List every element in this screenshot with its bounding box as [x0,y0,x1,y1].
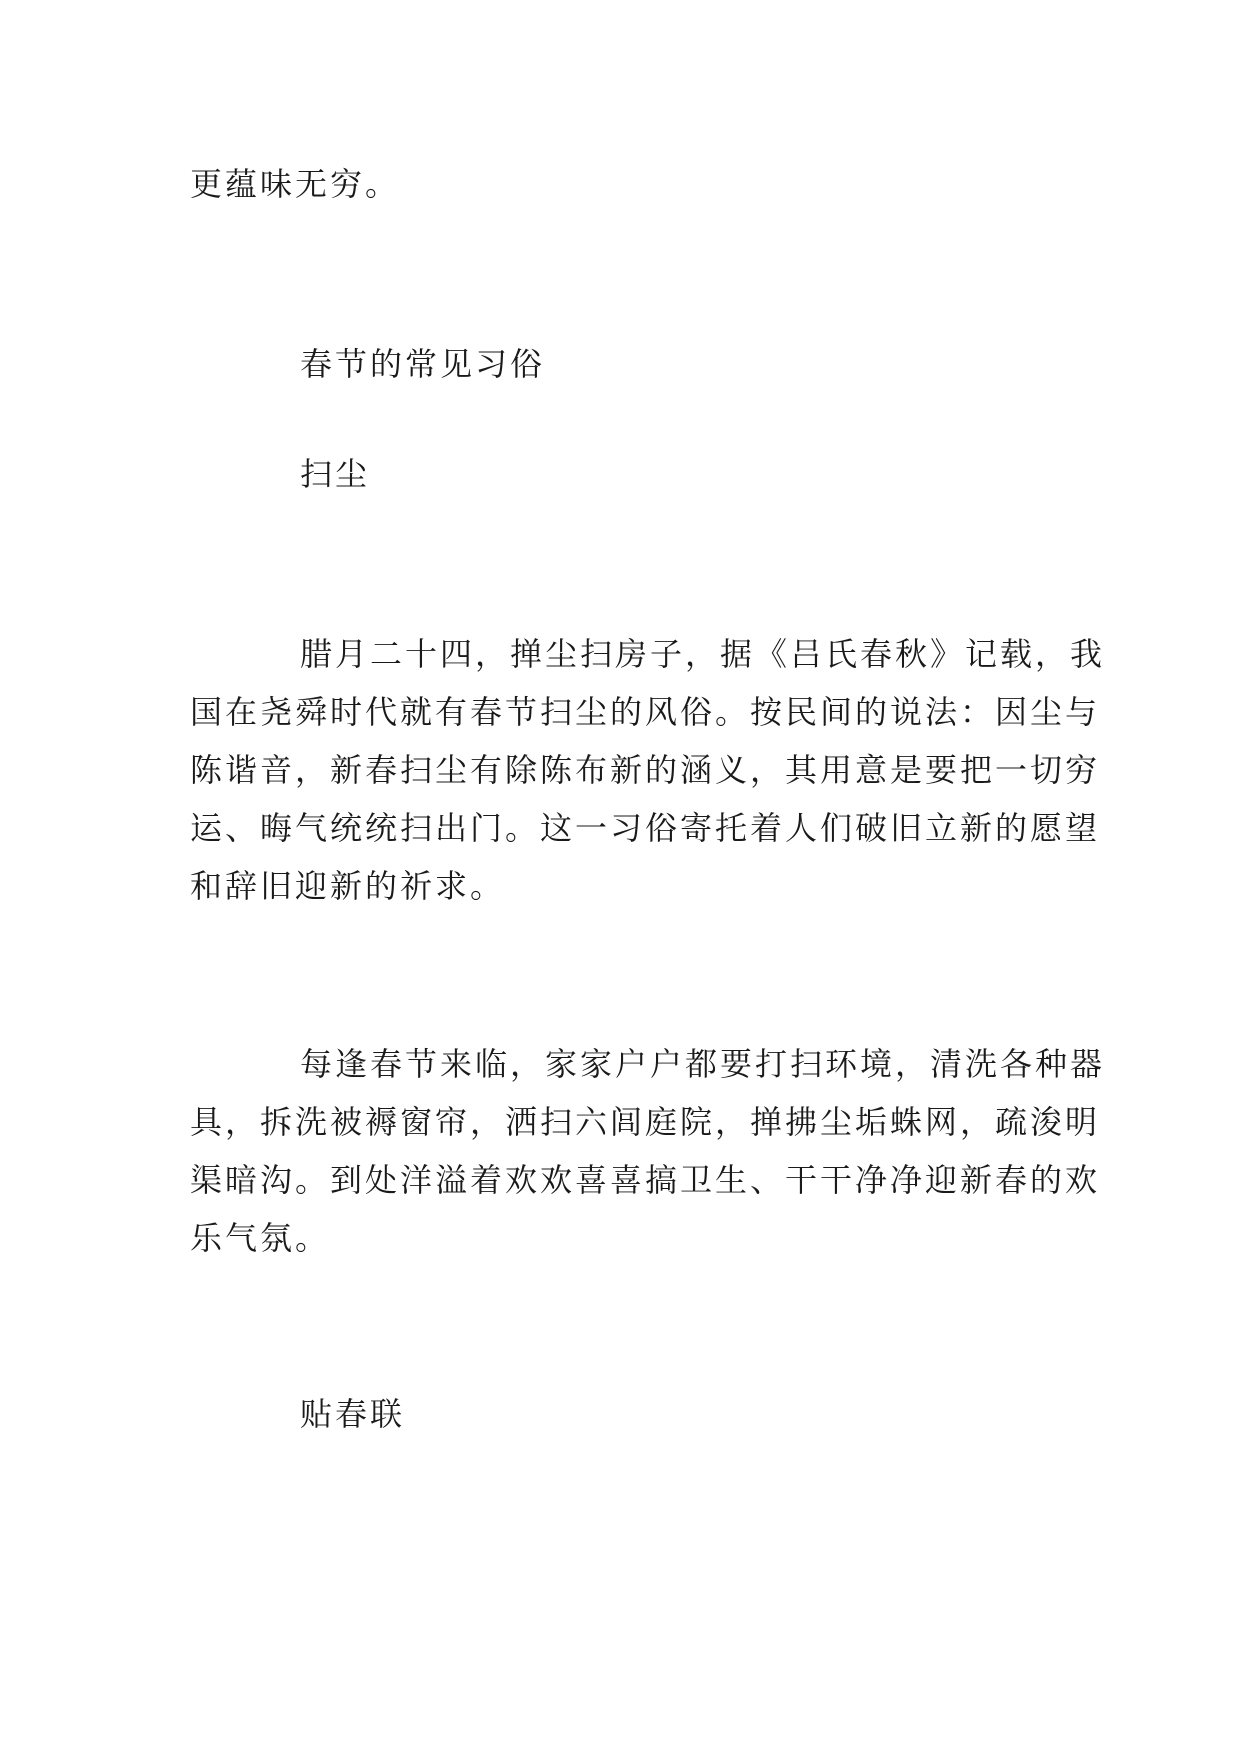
paragraph-line: 乐气氛。 [190,1219,331,1257]
paragraph-line: 每逢春节来临，家家户户都要打扫环境，清洗各种器 [300,1045,1106,1083]
subsection-heading: 贴春联 [300,1395,406,1433]
paragraph-line: 和辞旧迎新的祈求。 [190,867,506,905]
paragraph-line: 国在尧舜时代就有春节扫尘的风俗。按民间的说法：因尘与 [190,693,1101,731]
section-heading: 春节的常见习俗 [300,345,546,383]
paragraph-line: 运、晦气统统扫出门。这一习俗寄托着人们破旧立新的愿望 [190,809,1101,847]
subsection-heading: 扫尘 [300,455,371,493]
paragraph-continuation: 更蕴味无穷。 [190,165,401,203]
paragraph-line: 具，拆洗被褥窗帘，洒扫六闾庭院，掸拂尘垢蛛网，疏浚明 [190,1103,1101,1141]
paragraph-line: 陈谐音，新春扫尘有除陈布新的涵义，其用意是要把一切穷 [190,751,1101,789]
paragraph-line: 渠暗沟。到处洋溢着欢欢喜喜搞卫生、干干净净迎新春的欢 [190,1161,1101,1199]
paragraph-line: 腊月二十四，掸尘扫房子，据《吕氏春秋》记载，我 [300,635,1106,673]
